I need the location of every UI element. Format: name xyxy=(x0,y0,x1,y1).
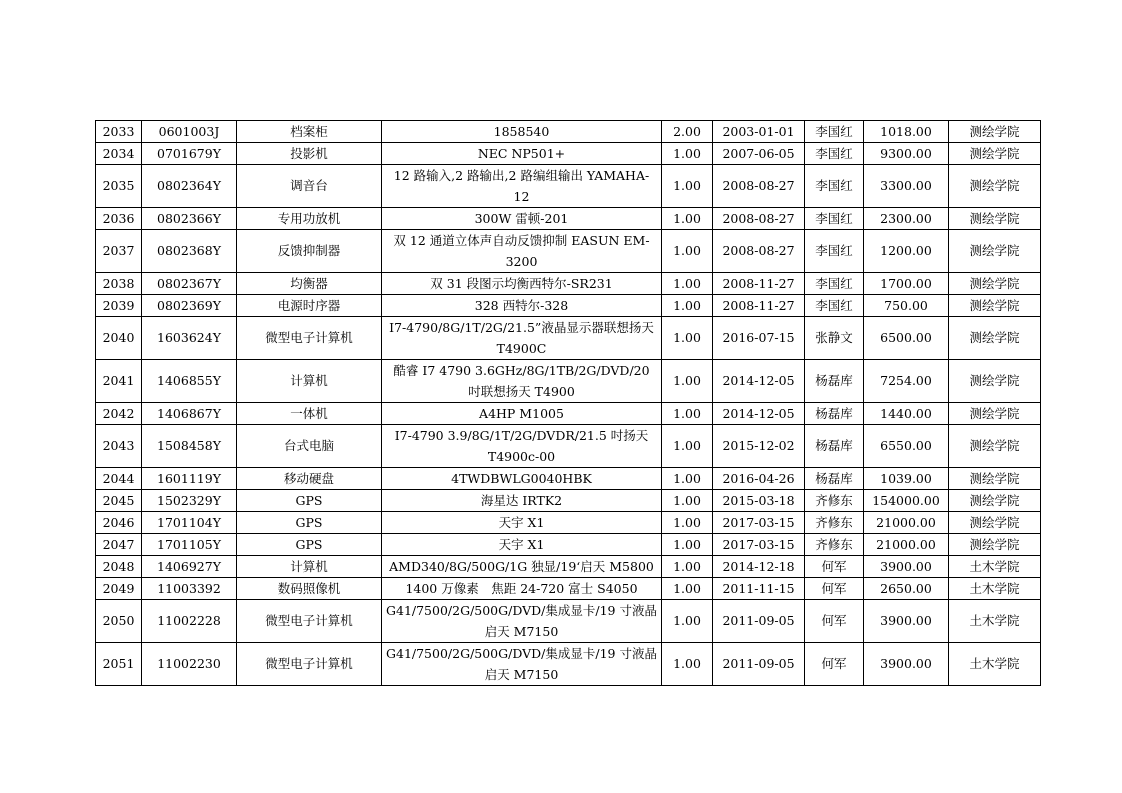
quantity-cell: 1.00 xyxy=(662,165,713,208)
row-number-cell: 2036 xyxy=(96,208,142,230)
department-cell: 测绘学院 xyxy=(949,425,1041,468)
purchase-date-cell: 2014-12-18 xyxy=(713,556,805,578)
row-number-cell: 2046 xyxy=(96,512,142,534)
department-cell: 测绘学院 xyxy=(949,208,1041,230)
department-cell: 土木学院 xyxy=(949,643,1041,686)
custodian-cell: 杨磊库 xyxy=(805,425,864,468)
price-cell: 1039.00 xyxy=(864,468,949,490)
row-number-cell: 2041 xyxy=(96,360,142,403)
asset-code-cell: 0601003J xyxy=(142,121,237,143)
purchase-date-cell: 2008-11-27 xyxy=(713,295,805,317)
purchase-date-cell: 2011-09-05 xyxy=(713,600,805,643)
table-row xyxy=(96,230,1041,273)
price-cell: 6500.00 xyxy=(864,317,949,360)
department-cell: 测绘学院 xyxy=(949,143,1041,165)
asset-name-cell: 微型电子计算机 xyxy=(237,317,382,360)
custodian-cell: 杨磊库 xyxy=(805,468,864,490)
purchase-date-cell: 2017-03-15 xyxy=(713,512,805,534)
purchase-date-cell: 2016-07-15 xyxy=(713,317,805,360)
table-body xyxy=(96,121,1041,686)
table-row xyxy=(96,512,1041,534)
department-cell: 测绘学院 xyxy=(949,403,1041,425)
department-cell: 测绘学院 xyxy=(949,317,1041,360)
custodian-cell: 何军 xyxy=(805,600,864,643)
table-row xyxy=(96,643,1041,686)
asset-code-cell: 1508458Y xyxy=(142,425,237,468)
asset-code-cell: 1406855Y xyxy=(142,360,237,403)
quantity-cell: 1.00 xyxy=(662,403,713,425)
price-cell: 7254.00 xyxy=(864,360,949,403)
spec-model-cell: 天宇 X1 xyxy=(382,512,662,534)
quantity-cell: 1.00 xyxy=(662,425,713,468)
table-row xyxy=(96,295,1041,317)
row-number-cell: 2038 xyxy=(96,273,142,295)
row-number-cell: 2037 xyxy=(96,230,142,273)
asset-name-cell: 微型电子计算机 xyxy=(237,643,382,686)
price-cell: 2650.00 xyxy=(864,578,949,600)
asset-code-cell: 1502329Y xyxy=(142,490,237,512)
price-cell: 1200.00 xyxy=(864,230,949,273)
quantity-cell: 1.00 xyxy=(662,534,713,556)
asset-table xyxy=(95,120,1041,686)
table-row xyxy=(96,403,1041,425)
purchase-date-cell: 2011-11-15 xyxy=(713,578,805,600)
custodian-cell: 李国红 xyxy=(805,143,864,165)
price-cell: 1018.00 xyxy=(864,121,949,143)
spec-model-cell: I7-4790 3.9/8G/1T/2G/DVDR/21.5 吋扬天 T4900c-00 xyxy=(382,425,662,468)
price-cell: 9300.00 xyxy=(864,143,949,165)
price-cell: 154000.00 xyxy=(864,490,949,512)
asset-name-cell: 专用功放机 xyxy=(237,208,382,230)
table-row xyxy=(96,143,1041,165)
asset-code-cell: 1406867Y xyxy=(142,403,237,425)
price-cell: 3900.00 xyxy=(864,643,949,686)
row-number-cell: 2047 xyxy=(96,534,142,556)
quantity-cell: 1.00 xyxy=(662,512,713,534)
quantity-cell: 1.00 xyxy=(662,295,713,317)
table-row xyxy=(96,121,1041,143)
asset-code-cell: 1603624Y xyxy=(142,317,237,360)
row-number-cell: 2034 xyxy=(96,143,142,165)
table-row xyxy=(96,273,1041,295)
table-row xyxy=(96,600,1041,643)
department-cell: 测绘学院 xyxy=(949,360,1041,403)
row-number-cell: 2051 xyxy=(96,643,142,686)
price-cell: 1700.00 xyxy=(864,273,949,295)
asset-name-cell: 反馈抑制器 xyxy=(237,230,382,273)
spec-model-cell: 海星达 IRTK2 xyxy=(382,490,662,512)
row-number-cell: 2048 xyxy=(96,556,142,578)
price-cell: 3900.00 xyxy=(864,556,949,578)
price-cell: 3900.00 xyxy=(864,600,949,643)
custodian-cell: 齐修东 xyxy=(805,490,864,512)
department-cell: 土木学院 xyxy=(949,556,1041,578)
asset-name-cell: GPS xyxy=(237,512,382,534)
spec-model-cell: 1400 万像素 焦距 24-720 富士 S4050 xyxy=(382,578,662,600)
asset-name-cell: 移动硬盘 xyxy=(237,468,382,490)
quantity-cell: 1.00 xyxy=(662,317,713,360)
spec-model-cell: G41/7500/2G/500G/DVD/集成显卡/19 寸液晶启天 M7150 xyxy=(382,643,662,686)
spec-model-cell: I7-4790/8G/1T/2G/21.5”液晶显示器联想扬天 T4900C xyxy=(382,317,662,360)
table-row xyxy=(96,468,1041,490)
department-cell: 测绘学院 xyxy=(949,121,1041,143)
department-cell: 测绘学院 xyxy=(949,273,1041,295)
spec-model-cell: 双 12 通道立体声自动反馈抑制 EASUN EM-3200 xyxy=(382,230,662,273)
row-number-cell: 2039 xyxy=(96,295,142,317)
asset-name-cell: 电源时序器 xyxy=(237,295,382,317)
custodian-cell: 何军 xyxy=(805,556,864,578)
department-cell: 测绘学院 xyxy=(949,490,1041,512)
department-cell: 测绘学院 xyxy=(949,165,1041,208)
department-cell: 测绘学院 xyxy=(949,534,1041,556)
asset-name-cell: 均衡器 xyxy=(237,273,382,295)
department-cell: 测绘学院 xyxy=(949,295,1041,317)
custodian-cell: 李国红 xyxy=(805,208,864,230)
quantity-cell: 1.00 xyxy=(662,578,713,600)
purchase-date-cell: 2014-12-05 xyxy=(713,403,805,425)
spec-model-cell: 1858540 xyxy=(382,121,662,143)
asset-code-cell: 0802368Y xyxy=(142,230,237,273)
row-number-cell: 2035 xyxy=(96,165,142,208)
row-number-cell: 2040 xyxy=(96,317,142,360)
asset-list-page xyxy=(95,120,1041,686)
department-cell: 测绘学院 xyxy=(949,468,1041,490)
asset-code-cell: 1701104Y xyxy=(142,512,237,534)
spec-model-cell: 12 路输入,2 路输出,2 路编组输出 YAMAHA-12 xyxy=(382,165,662,208)
asset-code-cell: 11002230 xyxy=(142,643,237,686)
purchase-date-cell: 2015-03-18 xyxy=(713,490,805,512)
purchase-date-cell: 2017-03-15 xyxy=(713,534,805,556)
quantity-cell: 1.00 xyxy=(662,360,713,403)
custodian-cell: 李国红 xyxy=(805,230,864,273)
spec-model-cell: G41/7500/2G/500G/DVD/集成显卡/19 寸液晶启天 M7150 xyxy=(382,600,662,643)
asset-name-cell: 一体机 xyxy=(237,403,382,425)
purchase-date-cell: 2008-08-27 xyxy=(713,165,805,208)
quantity-cell: 1.00 xyxy=(662,556,713,578)
purchase-date-cell: 2008-11-27 xyxy=(713,273,805,295)
price-cell: 3300.00 xyxy=(864,165,949,208)
spec-model-cell: AMD340/8G/500G/1G 独显/19‘启天 M5800 xyxy=(382,556,662,578)
table-row xyxy=(96,165,1041,208)
custodian-cell: 李国红 xyxy=(805,121,864,143)
spec-model-cell: 天宇 X1 xyxy=(382,534,662,556)
department-cell: 测绘学院 xyxy=(949,230,1041,273)
custodian-cell: 李国红 xyxy=(805,295,864,317)
asset-code-cell: 11003392 xyxy=(142,578,237,600)
asset-name-cell: 投影机 xyxy=(237,143,382,165)
price-cell: 6550.00 xyxy=(864,425,949,468)
quantity-cell: 1.00 xyxy=(662,600,713,643)
spec-model-cell: 4TWDBWLG0040HBK xyxy=(382,468,662,490)
row-number-cell: 2049 xyxy=(96,578,142,600)
table-row xyxy=(96,534,1041,556)
table-row xyxy=(96,556,1041,578)
asset-name-cell: GPS xyxy=(237,490,382,512)
custodian-cell: 齐修东 xyxy=(805,534,864,556)
quantity-cell: 1.00 xyxy=(662,490,713,512)
price-cell: 750.00 xyxy=(864,295,949,317)
row-number-cell: 2044 xyxy=(96,468,142,490)
asset-name-cell: 计算机 xyxy=(237,556,382,578)
table-row xyxy=(96,360,1041,403)
asset-code-cell: 11002228 xyxy=(142,600,237,643)
quantity-cell: 1.00 xyxy=(662,468,713,490)
price-cell: 21000.00 xyxy=(864,512,949,534)
quantity-cell: 1.00 xyxy=(662,208,713,230)
custodian-cell: 何军 xyxy=(805,643,864,686)
purchase-date-cell: 2007-06-05 xyxy=(713,143,805,165)
department-cell: 土木学院 xyxy=(949,600,1041,643)
asset-code-cell: 1601119Y xyxy=(142,468,237,490)
custodian-cell: 张静文 xyxy=(805,317,864,360)
purchase-date-cell: 2014-12-05 xyxy=(713,360,805,403)
quantity-cell: 2.00 xyxy=(662,121,713,143)
department-cell: 测绘学院 xyxy=(949,512,1041,534)
spec-model-cell: 300W 雷顿-201 xyxy=(382,208,662,230)
purchase-date-cell: 2011-09-05 xyxy=(713,643,805,686)
row-number-cell: 2033 xyxy=(96,121,142,143)
purchase-date-cell: 2008-08-27 xyxy=(713,208,805,230)
quantity-cell: 1.00 xyxy=(662,143,713,165)
quantity-cell: 1.00 xyxy=(662,643,713,686)
asset-name-cell: 调音台 xyxy=(237,165,382,208)
table-row xyxy=(96,490,1041,512)
asset-code-cell: 1701105Y xyxy=(142,534,237,556)
spec-model-cell: 酷睿 I7 4790 3.6GHz/8G/1TB/2G/DVD/20 吋联想扬天 T4900 xyxy=(382,360,662,403)
table-row xyxy=(96,425,1041,468)
asset-name-cell: 档案柜 xyxy=(237,121,382,143)
asset-name-cell: 数码照像机 xyxy=(237,578,382,600)
asset-name-cell: 计算机 xyxy=(237,360,382,403)
custodian-cell: 何军 xyxy=(805,578,864,600)
asset-code-cell: 0802364Y xyxy=(142,165,237,208)
spec-model-cell: 328 西特尔-328 xyxy=(382,295,662,317)
asset-code-cell: 1406927Y xyxy=(142,556,237,578)
asset-name-cell: GPS xyxy=(237,534,382,556)
row-number-cell: 2045 xyxy=(96,490,142,512)
department-cell: 土木学院 xyxy=(949,578,1041,600)
price-cell: 1440.00 xyxy=(864,403,949,425)
custodian-cell: 杨磊库 xyxy=(805,403,864,425)
asset-name-cell: 台式电脑 xyxy=(237,425,382,468)
custodian-cell: 杨磊库 xyxy=(805,360,864,403)
row-number-cell: 2042 xyxy=(96,403,142,425)
quantity-cell: 1.00 xyxy=(662,230,713,273)
purchase-date-cell: 2016-04-26 xyxy=(713,468,805,490)
table-row xyxy=(96,208,1041,230)
row-number-cell: 2043 xyxy=(96,425,142,468)
purchase-date-cell: 2008-08-27 xyxy=(713,230,805,273)
custodian-cell: 李国红 xyxy=(805,165,864,208)
price-cell: 21000.00 xyxy=(864,534,949,556)
asset-name-cell: 微型电子计算机 xyxy=(237,600,382,643)
quantity-cell: 1.00 xyxy=(662,273,713,295)
custodian-cell: 李国红 xyxy=(805,273,864,295)
row-number-cell: 2050 xyxy=(96,600,142,643)
price-cell: 2300.00 xyxy=(864,208,949,230)
spec-model-cell: NEC NP501+ xyxy=(382,143,662,165)
asset-code-cell: 0802369Y xyxy=(142,295,237,317)
purchase-date-cell: 2003-01-01 xyxy=(713,121,805,143)
custodian-cell: 齐修东 xyxy=(805,512,864,534)
table-row xyxy=(96,317,1041,360)
asset-code-cell: 0802367Y xyxy=(142,273,237,295)
spec-model-cell: 双 31 段图示均衡西特尔-SR231 xyxy=(382,273,662,295)
purchase-date-cell: 2015-12-02 xyxy=(713,425,805,468)
spec-model-cell: A4HP M1005 xyxy=(382,403,662,425)
table-row xyxy=(96,578,1041,600)
asset-code-cell: 0701679Y xyxy=(142,143,237,165)
asset-code-cell: 0802366Y xyxy=(142,208,237,230)
